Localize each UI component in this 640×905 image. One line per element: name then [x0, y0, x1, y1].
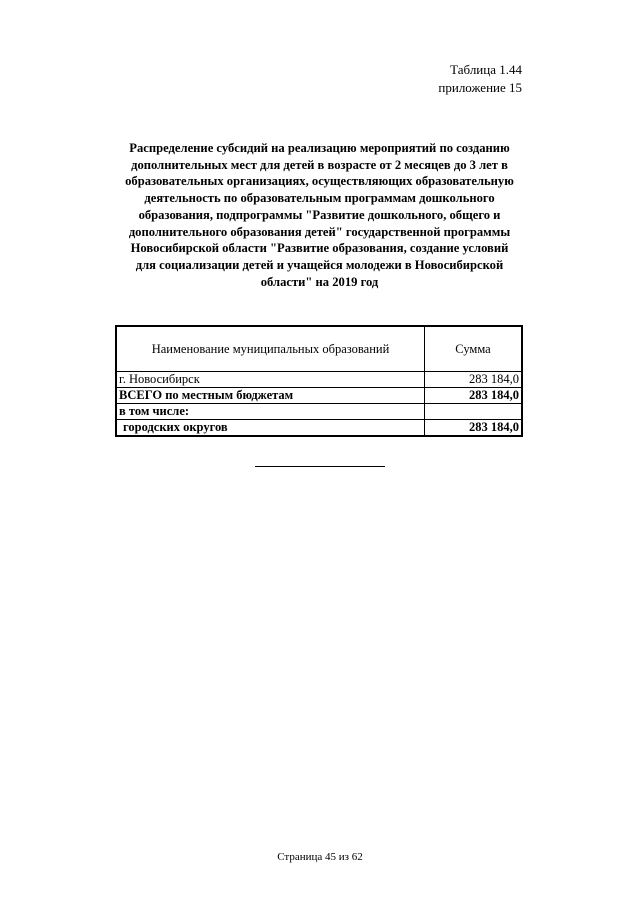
- column-header-municipality: Наименование муниципальных образований: [116, 326, 425, 372]
- row-name-cell: в том числе:: [116, 404, 425, 420]
- table-row-subheading: [116, 404, 522, 420]
- subsidy-table: [115, 325, 523, 437]
- page-footer: Страница 45 из 62: [277, 851, 363, 863]
- row-sum-cell: 283 184,0: [425, 388, 523, 404]
- table-header-row: [116, 326, 522, 372]
- row-name-cell: г. Новосибирск: [116, 372, 425, 388]
- title-line: для социализации детей и учащейся молодежи в Новосибирской: [135, 257, 504, 272]
- document-title: [112, 140, 527, 290]
- table-row: [116, 420, 522, 437]
- title-line: деятельность по образовательным программам дошкольного: [144, 191, 495, 206]
- table-number-label: Таблица 1.44: [450, 62, 522, 77]
- table-row-total: [116, 388, 522, 404]
- divider-line: [255, 466, 385, 467]
- appendix-label: приложение 15: [438, 80, 522, 95]
- table-header: [438, 61, 522, 97]
- row-name-cell: ВСЕГО по местным бюджетам: [116, 388, 425, 404]
- row-sum-cell: [425, 404, 523, 420]
- title-line: дополнительных мест для детей в возрасте от 2 месяцев до 3 лет в: [131, 157, 508, 172]
- row-sum-cell: 283 184,0: [425, 372, 523, 388]
- row-sum-cell: 283 184,0: [425, 420, 523, 437]
- title-line: образовательных организациях, осуществляющих образовательную: [125, 174, 514, 189]
- row-name-cell: городских округов: [116, 420, 425, 437]
- table-row: [116, 372, 522, 388]
- title-line: образования, подпрограммы "Развитие дошкольного, общего и: [138, 207, 501, 222]
- title-line: Распределение субсидий на реализацию мероприятий по созданию: [129, 141, 510, 155]
- title-line: дополнительного образования детей" государственной программы: [128, 224, 511, 239]
- column-header-sum: Сумма: [425, 326, 523, 372]
- title-line: Новосибирской области "Развитие образования, создание условий: [130, 241, 509, 256]
- title-line: области" на 2019 год: [260, 274, 379, 289]
